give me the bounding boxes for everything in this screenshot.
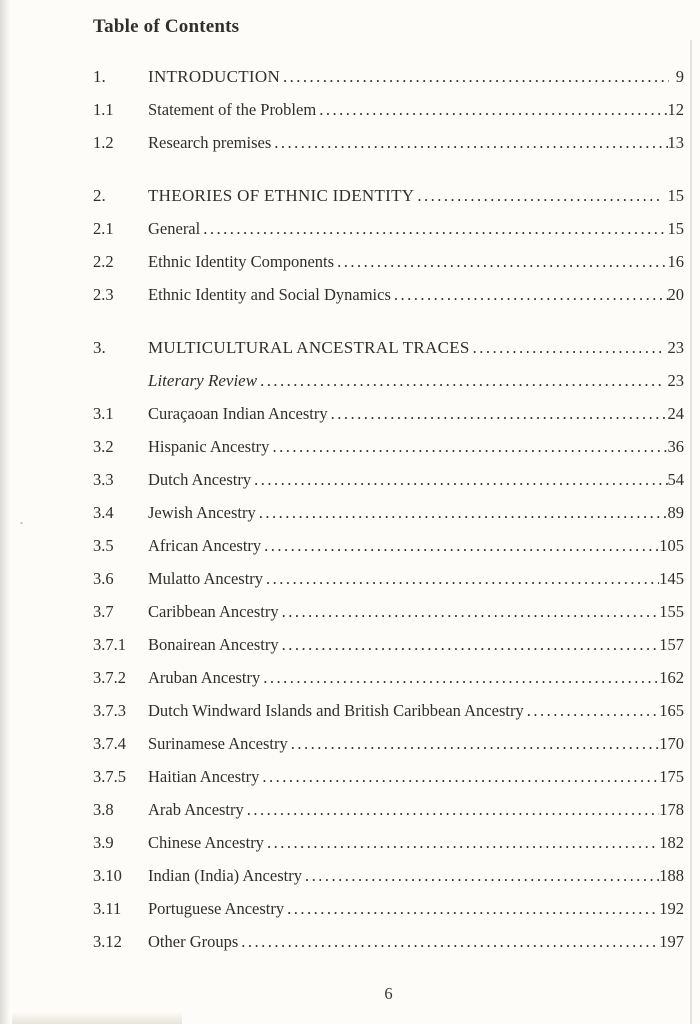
toc-entry-page: 15 [667,186,684,205]
toc-entry-title: Curaçaoan Indian Ancestry [148,404,328,423]
toc-entry-page: 155 [659,602,684,621]
toc-entry-number: 3.10 [93,866,122,885]
scan-speck [20,522,23,524]
toc-entry-number: 3.9 [93,833,114,852]
page-number: 6 [384,984,393,1003]
toc-entry-page: 89 [667,503,684,522]
toc-leader-dots [470,331,661,364]
toc-entry-page: 54 [667,470,684,489]
toc-entry [93,595,684,628]
toc-leader-dots [391,278,668,311]
toc-entry [93,628,684,661]
toc-entry-title: Mulatto Ancestry [148,569,264,588]
toc-leader-dots [264,826,659,859]
toc-entry-page: 197 [659,932,684,951]
toc-entry [93,760,684,793]
toc-leader-dots [302,859,659,892]
toc-entry-number: 3.12 [93,932,122,951]
toc-entry-title: Portuguese Ancestry [148,899,285,918]
toc-entry-number: 3.5 [93,536,114,555]
toc-entry [93,245,684,278]
toc-entry-number: 3.4 [93,503,114,522]
toc-entry [93,496,684,529]
toc-entry-page: 23 [667,371,684,390]
toc-entry [93,212,684,245]
toc-entry-title: Bonairean Ancestry [148,635,279,654]
toc-entry-title: Arab Ancestry [148,800,244,819]
toc-entry-title: Other Groups [148,932,239,951]
toc-entry-page: 36 [667,437,684,456]
toc-leader-dots [261,529,659,562]
toc-entry-title: Caribbean Ancestry [148,602,279,621]
toc-entry-number: 2. [93,186,106,205]
toc-entry [93,562,684,595]
toc-list [93,60,684,958]
toc-leader-dots [316,93,667,126]
toc-entry-page: 178 [659,800,684,819]
scan-bottom-smudge [12,1012,182,1024]
toc-entry-page: 188 [659,866,684,885]
toc-leader-dots [328,397,668,430]
toc-leader-dots [256,496,668,529]
toc-entry-page: 15 [667,219,684,238]
toc-entry-page: 24 [667,404,684,423]
toc-entry-title: MULTICULTURAL ANCESTRAL TRACES [148,338,470,357]
toc-entry-number: 3. [93,338,106,357]
toc-entry-page: 170 [659,734,684,753]
toc-entry-page: 175 [659,767,684,786]
toc-leader-dots [259,760,659,793]
toc-entry-number: 3.8 [93,800,114,819]
toc-entry-page: 192 [659,899,684,918]
toc-leader-dots [279,595,660,628]
toc-entry-title: Ethnic Identity and Social Dynamics [148,285,391,304]
toc-leader-dots [414,179,660,212]
toc-entry-page: 165 [659,701,684,720]
scan-left-edge-shadow [0,0,10,1024]
toc-leader-dots [284,892,659,925]
toc-leader-dots [524,694,660,727]
toc-entry-page: 157 [659,635,684,654]
toc-entry-number: 3.3 [93,470,114,489]
toc-entry-title: Literary Review [148,371,258,390]
toc-entry-number: 3.6 [93,569,114,588]
toc-entry-title: Research premises [148,133,272,152]
toc-entry [93,430,684,463]
toc-entry-title: Aruban Ancestry [148,668,261,687]
toc-entry [93,859,684,892]
toc-entry-page: 23 [667,338,684,357]
toc-leader-dots [251,463,667,496]
toc-entry-page: 12 [667,100,684,119]
toc-entry-title: African Ancestry [148,536,262,555]
toc-leader-dots [271,126,667,159]
toc-leader-dots [244,793,659,826]
toc-entry [93,278,684,311]
toc-entry-number: 3.7 [93,602,114,621]
toc-entry-page: 105 [659,536,684,555]
toc-leader-dots [238,925,659,958]
toc-entry-page: 182 [659,833,684,852]
toc-entry [93,925,684,958]
toc-entry [93,364,684,397]
toc-leader-dots [269,430,667,463]
toc-leader-dots [200,212,667,245]
toc-entry [93,60,684,93]
toc-entry [93,727,684,760]
toc-entry-title: Jewish Ancestry [148,503,256,522]
toc-entry-number: 3.7.4 [93,734,126,753]
toc-entry [93,529,684,562]
toc-leader-dots [257,364,660,397]
toc-entry-page: 9 [675,67,684,86]
toc-entry [93,826,684,859]
toc-entry [93,793,684,826]
toc-entry-page: 16 [667,252,684,271]
scan-right-edge-line [690,40,692,1024]
toc-entry [93,331,684,364]
toc-entry-title: THEORIES OF ETHNIC IDENTITY [148,186,415,205]
toc-entry-title: Dutch Ancestry [148,470,252,489]
toc-entry [93,179,684,212]
toc-entry-title: General [148,219,201,238]
toc-entry-title: Statement of the Problem [148,100,317,119]
toc-entry-number: 1.2 [93,133,114,152]
toc-entry-number: 1.1 [93,100,114,119]
toc-entry-title: INTRODUCTION [148,67,281,86]
toc-entry [93,126,684,159]
toc-entry-number: 2.2 [93,252,114,271]
toc-leader-dots [280,60,669,93]
toc-entry-number: 3.11 [93,899,122,918]
toc-entry-number: 1. [93,67,106,86]
toc-leader-dots [334,245,667,278]
toc-entry [93,463,684,496]
toc-entry-title: Dutch Windward Islands and British Caribbean Ancestry [148,701,524,720]
toc-entry-page: 13 [667,133,684,152]
toc-entry-title: Indian (India) Ancestry [148,866,302,885]
toc-entry [93,694,684,727]
toc-entry-number: 3.7.1 [93,635,126,654]
toc-entry-title: Surinamese Ancestry [148,734,288,753]
toc-entry-title: Ethnic Identity Components [148,252,335,271]
toc-entry-number: 3.1 [93,404,114,423]
toc-entry-page: 20 [667,285,684,304]
toc-entry-number: 3.7.2 [93,668,126,687]
toc-entry [93,892,684,925]
toc-entry-title: Hispanic Ancestry [148,437,270,456]
page-title: Table of Contents [93,16,240,37]
toc-leader-dots [263,562,659,595]
toc-entry-number: 3.7.5 [93,767,126,786]
toc-entry-number: 2.1 [93,219,114,238]
toc-entry [93,93,684,126]
toc-entry-page: 145 [659,569,684,588]
toc-entry [93,661,684,694]
toc-entry-number: 3.7.3 [93,701,126,720]
toc-entry-title: Haitian Ancestry [148,767,260,786]
toc-leader-dots [260,661,659,694]
toc-entry-number: 2.3 [93,285,114,304]
toc-leader-dots [288,727,659,760]
toc-entry-title: Chinese Ancestry [148,833,264,852]
toc-entry-number: 3.2 [93,437,114,456]
toc-entry-page: 162 [659,668,684,687]
toc-leader-dots [279,628,660,661]
toc-entry [93,397,684,430]
